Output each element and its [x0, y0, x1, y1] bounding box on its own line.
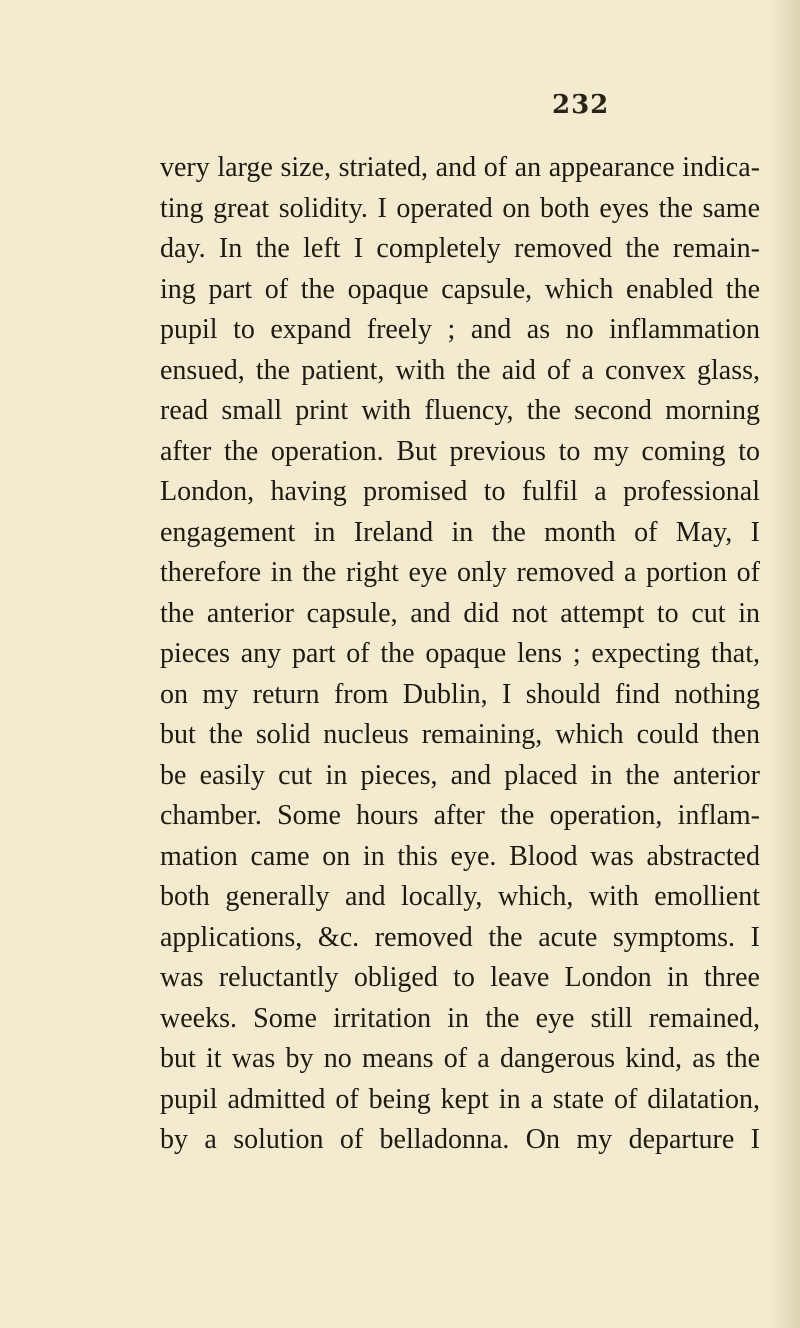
text-line: the anterior capsule, and did not attempt to cut in	[160, 597, 760, 629]
text-line: on my return from Dublin, I should find nothing	[160, 678, 760, 710]
page-number: 232	[552, 90, 610, 120]
text-line: ting great solidity. I operated on both eyes the same	[160, 192, 760, 224]
text-line: ensued, the patient, with the aid of a convex glass,	[160, 354, 760, 386]
text-line: ing part of the opaque capsule, which enabled the	[160, 273, 760, 305]
text-line: engagement in Ireland in the month of May, I	[160, 516, 760, 548]
text-line: chamber. Some hours after the operation, inflam-	[160, 800, 760, 831]
text-line: pupil to expand freely ; and as no inflammation	[160, 314, 760, 345]
text-line: be easily cut in pieces, and placed in the anterior	[160, 759, 760, 791]
text-line: therefore in the right eye only removed a portion of	[160, 557, 760, 588]
text-line: both generally and locally, which, with emollient	[160, 881, 760, 912]
text-line: by a solution of belladonna. On my departure I	[160, 1124, 760, 1155]
text-line: mation came on in this eye. Blood was abstracted	[160, 840, 760, 872]
text-line: day. In the left I completely removed the remain-	[160, 233, 760, 264]
text-line: London, having promised to fulfil a professional	[160, 476, 760, 507]
text-line: but it was by no means of a dangerous kind, as the	[160, 1043, 760, 1074]
text-line: after the operation. But previous to my coming to	[160, 435, 760, 467]
text-line: pieces any part of the opaque lens ; expecting that,	[160, 638, 760, 669]
text-line: applications, &c. removed the acute symptoms. I	[160, 921, 760, 953]
text-line: weeks. Some irritation in the eye still remained,	[160, 1002, 760, 1034]
text-line: very large size, striated, and of an appearance indica-	[160, 152, 760, 183]
text-line: pupil admitted of being kept in a state of dilatation,	[160, 1083, 760, 1115]
text-line: read small print with fluency, the second morning	[160, 395, 760, 426]
body-text	[160, 148, 760, 1161]
text-line: but the solid nucleus remaining, which could then	[160, 719, 760, 750]
text-line: was reluctantly obliged to leave London in three	[160, 962, 760, 993]
